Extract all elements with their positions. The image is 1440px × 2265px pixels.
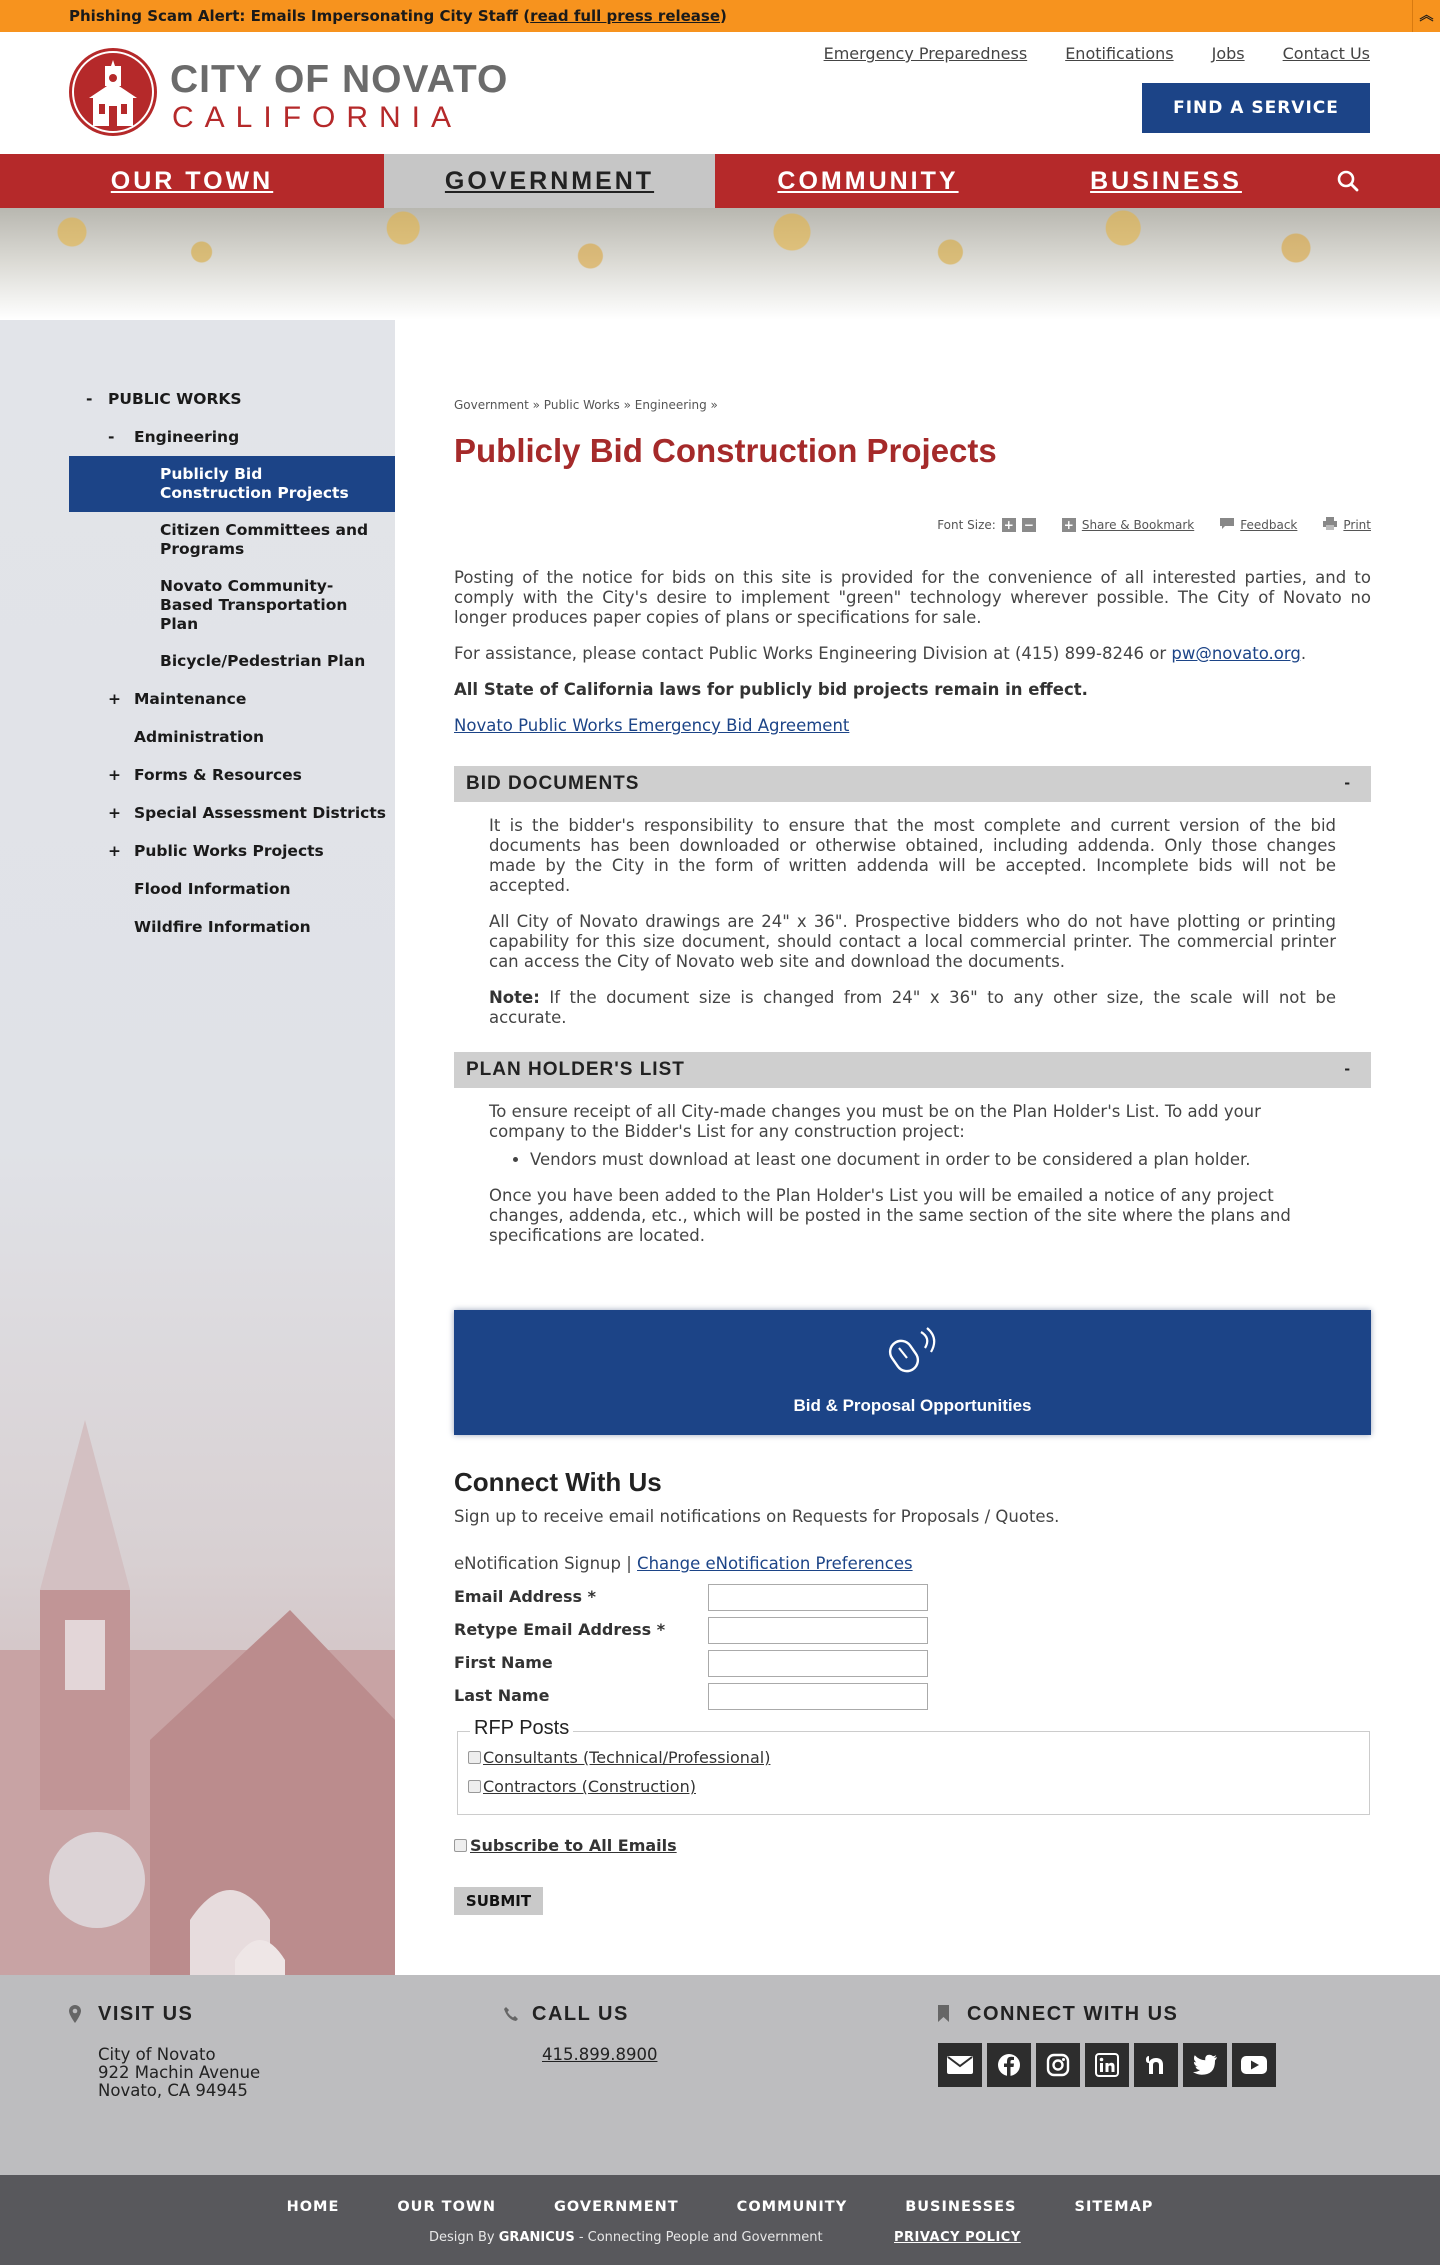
social-links	[938, 2043, 1276, 2087]
email-field[interactable]	[708, 1584, 928, 1611]
first-name-label: First Name	[454, 1653, 553, 1672]
sidebar-item-flood-information[interactable]	[69, 870, 395, 908]
bid-documents-accordion	[454, 766, 1371, 1044]
drawings-paragraph: All City of Novato drawings are 24" x 36". Prospective bidders who do not have plotting or printing capability for this size document, should contact a local commercial printer. The commercial printer can access the City of Novato web site and download the documents.	[489, 912, 1336, 971]
list-item: • Vendors must download at least one document in order to be considered a plan holder.	[530, 1150, 1336, 1170]
address-line: City of Novato	[98, 2045, 216, 2064]
retype-email-row	[454, 1617, 1054, 1645]
sidebar-item-forms-resources[interactable]	[69, 756, 395, 794]
emergency-bid-agreement-link[interactable]: Novato Public Works Emergency Bid Agreement	[454, 716, 850, 735]
note-paragraph	[489, 988, 1336, 1028]
assistance-text: For assistance, please contact Public Works Engineering Division at (415) 899-8246 or	[454, 644, 1172, 663]
section-menu	[69, 380, 395, 946]
sidebar-item-bicycle-pedestrian-plan[interactable]: Bicycle/Pedestrian Plan	[160, 652, 366, 670]
sidebar-item-label: Public Works Projects	[134, 842, 324, 860]
instagram-icon[interactable]	[1036, 2043, 1080, 2087]
sidebar-item-citizen-committees[interactable]: Citizen Committees and Programs	[160, 521, 369, 558]
sidebar-item-label: Maintenance	[134, 690, 247, 708]
search-icon[interactable]	[1336, 169, 1360, 193]
find-a-service-button[interactable]: FIND A SERVICE	[1142, 83, 1370, 133]
email-link[interactable]: pw@novato.org	[1171, 644, 1301, 663]
alert-collapse-button[interactable]	[1412, 0, 1440, 32]
share-bookmark-link[interactable]: Share & Bookmark	[1081, 518, 1195, 532]
page-title: Publicly Bid Construction Projects	[454, 432, 997, 469]
plan-holders-body	[454, 1088, 1371, 1246]
feedback-icon	[1220, 518, 1234, 533]
page-tools	[937, 517, 1371, 533]
last-name-row	[454, 1683, 1054, 1711]
credit-prefix: Design By	[429, 2230, 499, 2245]
subscribe-all-link[interactable]: Subscribe to All Emails	[470, 1836, 677, 1855]
laws-notice: All State of California laws for publicly bid projects remain in effect.	[454, 680, 1088, 699]
bid-documents-header[interactable]	[454, 766, 1371, 802]
footer-info	[0, 1975, 1440, 2175]
connect-subtitle: Sign up to receive email notifications on Requests for Proposals / Quotes.	[454, 1507, 1060, 1526]
first-name-field[interactable]	[708, 1650, 928, 1677]
rfp-option-contractors	[468, 1777, 696, 1796]
feedback-link[interactable]: Feedback	[1240, 518, 1298, 532]
footer-sitemap-link[interactable]: SITEMAP	[1074, 2199, 1154, 2215]
city-logo[interactable]	[69, 48, 509, 138]
sidebar-item-label: Administration	[134, 728, 265, 746]
enotifications-link[interactable]: Enotifications	[1065, 44, 1174, 63]
consultants-link[interactable]: Consultants (Technical/Professional)	[483, 1748, 771, 1767]
bookmark-icon	[938, 2005, 949, 2028]
visit-us-column	[69, 2003, 260, 2100]
rfp-posts-legend: RFP Posts	[470, 1717, 573, 1740]
sidebar-item-label: Wildfire Information	[134, 918, 311, 936]
assistance-paragraph	[454, 644, 1371, 664]
enotification-line	[454, 1554, 913, 1573]
nav-community[interactable]: COMMUNITY	[777, 167, 959, 195]
enotification-label: eNotification Signup |	[454, 1554, 638, 1573]
intro-paragraph: Posting of the notice for bids on this site is provided for the convenience of all interested parties, and to comply with the City's desire to implement "green" technology wherever possible. The City of Novato no longer produces paper copies of plans or specifications for sale.	[454, 568, 1371, 627]
phone-icon	[503, 2005, 519, 2028]
sidebar-item-label: Special Assessment Districts	[134, 804, 386, 822]
connect-with-us-title: CONNECT WITH US	[967, 2003, 1179, 2025]
footer-our-town-link[interactable]: OUR TOWN	[397, 2199, 497, 2215]
intro-text	[454, 568, 1371, 752]
linkedin-icon[interactable]	[1085, 2043, 1129, 2087]
flower-field-image	[0, 208, 1440, 288]
last-name-label: Last Name	[454, 1686, 550, 1705]
font-size-label: Font Size:	[937, 518, 996, 532]
press-release-link[interactable]: read full press release	[530, 7, 721, 25]
nav-our-town[interactable]: OUR TOWN	[110, 167, 274, 195]
chevron-up-icon: ︽	[1419, 8, 1434, 24]
twitter-icon[interactable]	[1183, 2043, 1227, 2087]
contractors-checkbox[interactable]	[468, 1780, 481, 1793]
breadcrumb[interactable]: Government » Public Works » Engineering »	[454, 398, 718, 412]
sidebar-item-transportation-plan[interactable]: Novato Community-Based Transportation Plan	[160, 577, 348, 633]
bid-card-label: Bid & Proposal Opportunities	[793, 1396, 1032, 1415]
address-line: Novato, CA 94945	[98, 2081, 248, 2100]
credit-suffix: - Connecting People and Government	[574, 2230, 823, 2245]
granicus-link[interactable]: GRANICUS	[498, 2230, 575, 2245]
call-us-title: CALL US	[532, 2003, 629, 2025]
sidebar-item-label: Engineering	[134, 428, 240, 446]
expand-icon[interactable]: +	[108, 804, 121, 822]
plan-holders-followup: Once you have been added to the Plan Holder's List you will be emailed a notice of any project changes, addenda, etc., which will be posted in the same section of the site where the plans and specifications are located.	[489, 1186, 1291, 1245]
hero-banner	[0, 208, 1440, 320]
print-link[interactable]: Print	[1343, 518, 1371, 532]
main-nav	[0, 154, 1440, 208]
sidebar-item-public-works[interactable]	[69, 380, 395, 418]
visit-us-title: VISIT US	[98, 2003, 194, 2025]
contact-us-link[interactable]: Contact Us	[1282, 44, 1370, 63]
contractors-link[interactable]: Contractors (Construction)	[483, 1777, 696, 1796]
retype-email-label: Retype Email Address *	[454, 1620, 666, 1639]
phone-link[interactable]: 415.899.8900	[542, 2045, 658, 2064]
plan-holders-header[interactable]	[454, 1052, 1371, 1088]
map-pin-icon	[69, 2005, 81, 2029]
plan-holders-paragraph: To ensure receipt of all City-made changes you must be on the Plan Holder's List. To add your company to the Bidder's List for any construction project:	[489, 1102, 1261, 1141]
footer-government-link[interactable]: GOVERNMENT	[554, 2199, 679, 2215]
responsibility-paragraph: It is the bidder's responsibility to ensure that the most complete and current version of the bid documents has been downloaded or otherwise obtained, including addenda. Only those changes made by the City in the form of written addenda will be accepted. Incomplete bids will not be accepted.	[489, 816, 1336, 895]
change-preferences-link[interactable]: Change eNotification Preferences	[637, 1554, 913, 1573]
rfp-posts-fieldset	[457, 1717, 1370, 1815]
first-name-row	[454, 1650, 1054, 1678]
sidebar-item-maintenance[interactable]	[69, 680, 395, 718]
plan-holders-accordion	[454, 1052, 1371, 1262]
consultants-checkbox[interactable]	[468, 1751, 481, 1764]
note-text: If the document size is changed from 24" x 36" to any other size, the scale will not be accurate.	[489, 988, 1336, 1027]
call-us-column	[503, 2003, 657, 2064]
retype-email-field[interactable]	[708, 1617, 928, 1644]
sidebar-item-administration[interactable]	[69, 718, 395, 756]
subscribe-all-checkbox[interactable]	[454, 1839, 467, 1852]
mouse-click-icon	[887, 1326, 937, 1376]
email-row	[454, 1584, 1054, 1612]
alert-text: Phishing Scam Alert: Emails Impersonating City Staff (	[69, 7, 531, 25]
sidebar-item-special-assessment-districts[interactable]	[69, 794, 395, 832]
submit-button[interactable]: SUBMIT	[454, 1887, 543, 1915]
city-seal-icon	[69, 48, 157, 136]
footer-nav	[0, 2199, 1440, 2215]
sidebar-item-label: Forms & Resources	[134, 766, 302, 784]
sidebar	[0, 320, 395, 1975]
alert-bar	[0, 0, 1440, 32]
bid-proposal-opportunities-button[interactable]	[454, 1310, 1371, 1435]
collapse-icon[interactable]: -	[108, 428, 115, 446]
font-increase-button[interactable]: +	[1003, 518, 1014, 532]
subscribe-all-option	[454, 1836, 677, 1855]
emergency-preparedness-link[interactable]: Emergency Preparedness	[823, 44, 1028, 63]
alert-close-paren: )	[720, 7, 727, 25]
font-decrease-button[interactable]: −	[1023, 518, 1034, 532]
sidebar-item-wildfire-information[interactable]	[69, 908, 395, 946]
sidebar-item-label: Flood Information	[134, 880, 291, 898]
sidebar-item-engineering[interactable]	[69, 418, 395, 456]
last-name-field[interactable]	[708, 1683, 928, 1710]
footer-home-link[interactable]: HOME	[286, 2199, 340, 2215]
accordion-title: BID DOCUMENTS	[466, 773, 640, 794]
accordion-title: PLAN HOLDER'S LIST	[466, 1059, 685, 1080]
sidebar-item-public-works-projects[interactable]	[69, 832, 395, 870]
print-icon	[1323, 517, 1337, 533]
email-label: Email Address *	[454, 1587, 596, 1606]
connect-title: Connect With Us	[454, 1467, 662, 1497]
privacy-policy-link[interactable]: PRIVACY POLICY	[894, 2230, 1021, 2245]
expand-icon[interactable]: +	[108, 842, 121, 860]
utility-links	[824, 44, 1370, 63]
collapse-icon[interactable]: -	[1344, 1059, 1351, 1078]
sidebar-item-publicly-bid-construction-projects[interactable]: Publicly Bid Construction Projects	[69, 456, 395, 512]
expand-icon[interactable]: +	[108, 690, 121, 708]
facebook-icon[interactable]	[987, 2043, 1031, 2087]
collapse-icon[interactable]: -	[86, 390, 93, 408]
assistance-suffix: .	[1300, 644, 1307, 663]
footer-businesses-link[interactable]: BUSINESSES	[905, 2199, 1017, 2215]
connect-column	[938, 2003, 1178, 2026]
share-icon: +	[1063, 518, 1074, 532]
nextdoor-icon[interactable]	[1134, 2043, 1178, 2087]
sidebar-item-label: PUBLIC WORKS	[108, 390, 242, 408]
nav-business[interactable]: BUSINESS	[1090, 167, 1242, 195]
logo-subtitle: CALIFORNIA	[172, 101, 463, 134]
collapse-icon[interactable]: -	[1344, 773, 1351, 792]
city-hall-background-image	[0, 1420, 395, 1975]
email-icon[interactable]	[938, 2043, 982, 2087]
footer-community-link[interactable]: COMMUNITY	[736, 2199, 848, 2215]
note-label: Note:	[489, 988, 540, 1007]
footer-bottom	[0, 2175, 1440, 2265]
bid-documents-body	[454, 802, 1371, 1028]
site-header	[0, 32, 1440, 154]
jobs-link[interactable]: Jobs	[1211, 44, 1245, 63]
rfp-option-consultants	[468, 1748, 770, 1767]
youtube-icon[interactable]	[1232, 2043, 1276, 2087]
address-line: 922 Machin Avenue	[98, 2063, 261, 2082]
nav-government[interactable]: GOVERNMENT	[384, 154, 715, 208]
expand-icon[interactable]: +	[108, 766, 121, 784]
design-credit	[429, 2230, 823, 2245]
logo-title: CITY OF NOVATO	[170, 58, 509, 101]
